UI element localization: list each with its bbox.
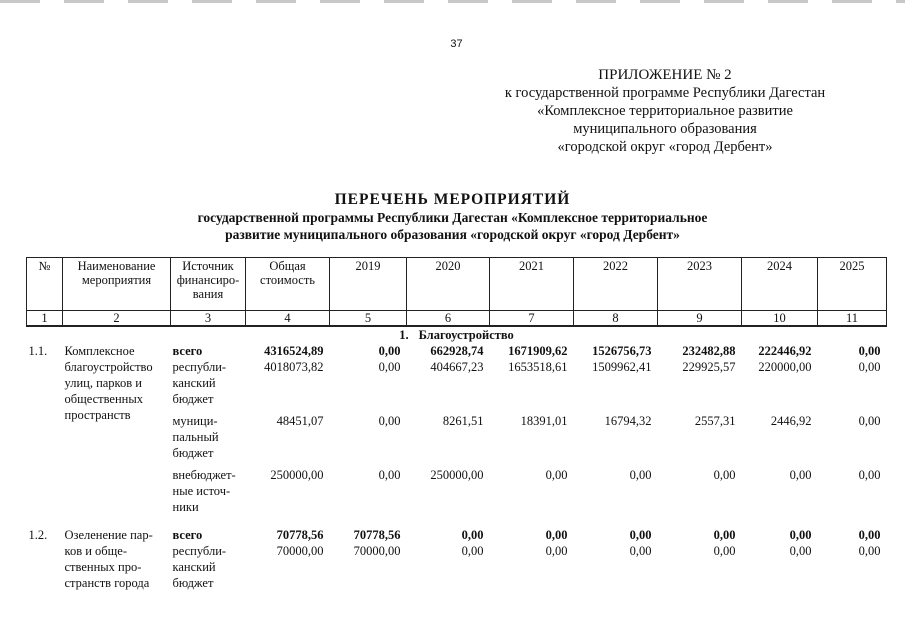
- value-cell: 250000,00: [270, 468, 324, 482]
- column-header-4: Общая стоимость: [246, 258, 330, 311]
- value-cell: 0,00: [378, 468, 401, 482]
- column-header-9: 2023: [658, 258, 742, 311]
- value-cell: 404667,23: [430, 360, 484, 374]
- appendix-heading: ПРИЛОЖЕНИЕ № 2: [598, 67, 732, 83]
- value-cell: 0,00: [858, 414, 881, 428]
- column-number-5: 5: [330, 311, 407, 327]
- column-number-11: 11: [818, 311, 887, 327]
- column-header-8: 2022: [574, 258, 658, 311]
- value-cell: 0,00: [858, 528, 881, 542]
- value-cell: 2557,31: [694, 414, 736, 428]
- table-header-row: [27, 258, 887, 311]
- section-title: Благоустройство: [418, 328, 514, 342]
- value-cell: 70778,56: [353, 528, 401, 542]
- value-cell: 222446,92: [758, 344, 812, 358]
- title-subtitle-line: развитие муниципального образования «городской округ «город Дербент»: [225, 227, 680, 242]
- value-cell: 0,00: [789, 544, 812, 558]
- value-cell: 0,00: [858, 344, 881, 358]
- column-header-3: Источник финансиро-вания: [171, 258, 246, 311]
- table-body: [27, 326, 887, 597]
- value-cell: 18391,01: [520, 414, 568, 428]
- value-cell: 1526756,73: [592, 344, 652, 358]
- appendix-line: муниципального образования: [573, 121, 757, 137]
- table-row: [27, 343, 887, 359]
- section-number: 1.: [399, 328, 409, 342]
- funding-source: внебюджет-ные источ-ники: [172, 468, 236, 514]
- item-number: 1.2.: [28, 528, 48, 542]
- column-number-6: 6: [407, 311, 490, 327]
- funding-source: всего: [172, 344, 203, 358]
- value-cell: 0,00: [789, 528, 812, 542]
- value-cell: 0,00: [858, 468, 881, 482]
- column-header-5: 2019: [330, 258, 407, 311]
- value-cell: 0,00: [629, 468, 652, 482]
- value-cell: 48451,07: [276, 414, 324, 428]
- value-cell: 2446,92: [770, 414, 812, 428]
- value-cell: 16794,32: [604, 414, 652, 428]
- item-name: Комплексное благоустройство улиц, парков и общественных пространств: [64, 344, 153, 422]
- column-number-2: 2: [63, 311, 171, 327]
- funding-source: всего: [172, 528, 203, 542]
- table-row: [27, 527, 887, 543]
- column-number-8: 8: [574, 311, 658, 327]
- value-cell: 4018073,82: [264, 360, 324, 374]
- value-cell: 0,00: [713, 544, 736, 558]
- value-cell: 70000,00: [276, 544, 324, 558]
- value-cell: 1653518,61: [508, 360, 568, 374]
- column-number-4: 4: [246, 311, 330, 327]
- value-cell: 220000,00: [758, 360, 812, 374]
- value-cell: 0,00: [461, 528, 484, 542]
- document-title: [0, 190, 905, 243]
- value-cell: 0,00: [378, 414, 401, 428]
- item-name: Озеленение пар-ков и обще-ственных про-странств города: [64, 528, 153, 590]
- value-cell: 0,00: [545, 528, 568, 542]
- column-header-2: Наименование мероприятия: [63, 258, 171, 311]
- value-cell: 0,00: [461, 544, 484, 558]
- title-main: ПЕРЕЧЕНЬ МЕРОПРИЯТИЙ: [334, 191, 571, 208]
- column-header-7: 2021: [490, 258, 574, 311]
- appendix-block: [470, 66, 860, 156]
- events-table: [26, 257, 887, 597]
- value-cell: 232482,88: [682, 344, 736, 358]
- column-number-1: 1: [27, 311, 63, 327]
- value-cell: 0,00: [713, 468, 736, 482]
- value-cell: 0,00: [713, 528, 736, 542]
- value-cell: 70778,56: [276, 528, 324, 542]
- value-cell: 0,00: [789, 468, 812, 482]
- value-cell: 0,00: [545, 468, 568, 482]
- value-cell: 0,00: [629, 544, 652, 558]
- column-header-1: №: [27, 258, 63, 311]
- value-cell: 0,00: [378, 360, 401, 374]
- title-subtitle-line: государственной программы Республики Дагестан «Комплексное территориальное: [197, 210, 708, 225]
- item-number: 1.1.: [28, 344, 48, 358]
- value-cell: 0,00: [629, 528, 652, 542]
- value-cell: 0,00: [545, 544, 568, 558]
- column-number-3: 3: [171, 311, 246, 327]
- value-cell: 1671909,62: [508, 344, 568, 358]
- value-cell: 662928,74: [430, 344, 484, 358]
- appendix-line: к государственной программе Республики Дагестан: [504, 85, 826, 101]
- funding-source: республи-канский бюджет: [172, 544, 227, 590]
- appendix-line: «Комплексное территориальное развитие: [537, 103, 793, 119]
- scan-top-edge: [0, 0, 905, 3]
- appendix-line: «городской округ «город Дербент»: [557, 139, 773, 155]
- table-column-numbers-row: [27, 311, 887, 327]
- section-heading: [27, 326, 887, 343]
- column-header-10: 2024: [742, 258, 818, 311]
- column-number-7: 7: [490, 311, 574, 327]
- page-number: 37: [450, 38, 463, 50]
- section-row: [27, 326, 887, 343]
- column-number-9: 9: [658, 311, 742, 327]
- column-header-6: 2020: [407, 258, 490, 311]
- value-cell: 0,00: [858, 360, 881, 374]
- value-cell: 229925,57: [682, 360, 736, 374]
- value-cell: 1509962,41: [592, 360, 652, 374]
- value-cell: 4316524,89: [264, 344, 324, 358]
- column-header-11: 2025: [818, 258, 887, 311]
- funding-source: муници-пальный бюджет: [172, 414, 219, 460]
- value-cell: 8261,51: [442, 414, 484, 428]
- value-cell: 70000,00: [353, 544, 401, 558]
- column-number-10: 10: [742, 311, 818, 327]
- value-cell: 0,00: [858, 544, 881, 558]
- funding-source: республи-канский бюджет: [172, 360, 227, 406]
- value-cell: 0,00: [378, 344, 401, 358]
- value-cell: 250000,00: [430, 468, 484, 482]
